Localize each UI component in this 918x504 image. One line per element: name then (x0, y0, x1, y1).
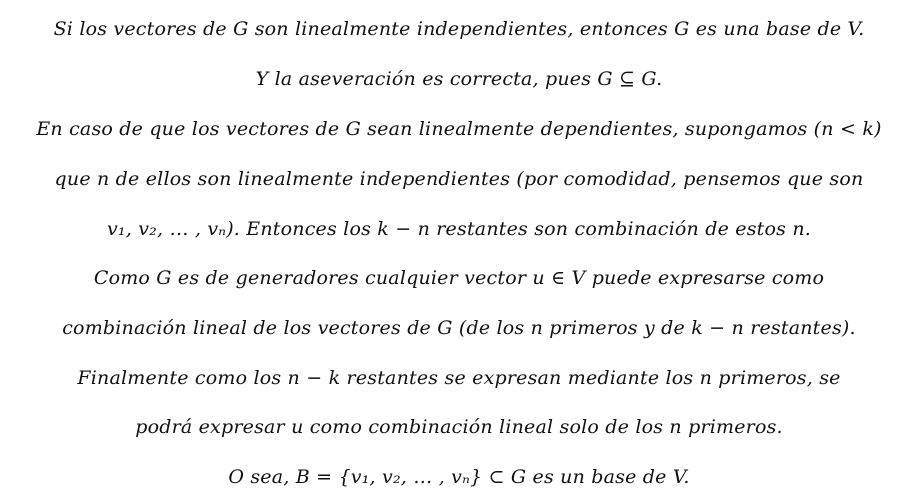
text-line-2: Y la aseveración es correcta, pues G ⊆ G. (255, 68, 663, 90)
text-line-8: Finalmente como los n − k restantes se expresan mediante los n primeros, se (77, 367, 841, 389)
text-line-9: podrá expresar u como combinación lineal solo de los n primeros. (135, 416, 783, 438)
text-line-4: que n de ellos son linealmente independientes (por comodidad, pensemos que son (54, 168, 864, 190)
text-line-7: combinación lineal de los vectores de G (de los n primeros y de k − n restantes). (62, 317, 856, 339)
text-line-3: En caso de que los vectores de G sean linealmente dependientes, supongamos (n < k) (36, 118, 882, 140)
text-line-10: O sea, B = {v₁, v₂, … , vₙ} ⊂ G es un base de V. (228, 466, 690, 488)
text-line-1: Si los vectores de G son linealmente independientes, entonces G es una base de V. (53, 18, 865, 40)
text-line-6: Como G es de generadores cualquier vector u ∈ V puede expresarse como (93, 267, 825, 289)
text-line-5: v₁, v₂, … , vₙ). Entonces los k − n restantes son combinación de estos n. (106, 218, 812, 240)
